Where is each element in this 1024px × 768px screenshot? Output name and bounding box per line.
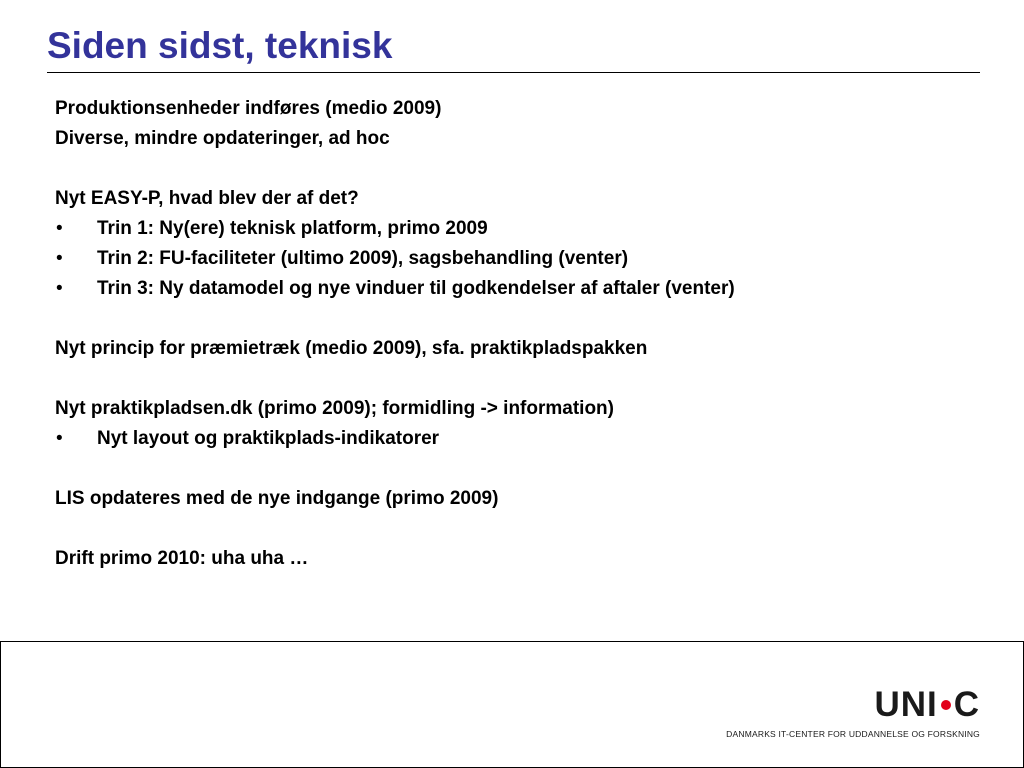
- bullet-item: [55, 214, 985, 244]
- bullet-text: Trin 2: FU-faciliteter (ultimo 2009), sagsbehandling (venter): [97, 248, 629, 269]
- spacer: [55, 454, 985, 484]
- uni-c-logo: [726, 687, 980, 739]
- text-line: Nyt princip for præmietræk (medio 2009), sfa. praktikpladspakken: [55, 338, 648, 359]
- logo-wordmark: [726, 687, 980, 723]
- text-line: Nyt EASY-P, hvad blev der af det?: [55, 188, 359, 209]
- spacer: [55, 514, 985, 544]
- text-line: Nyt praktikpladsen.dk (primo 2009); formidling -> information): [55, 398, 614, 419]
- text-line: LIS opdateres med de nye indgange (primo 2009): [55, 488, 499, 509]
- bullet-text: Trin 3: Ny datamodel og nye vinduer til godkendelser af aftaler (venter): [97, 278, 735, 299]
- spacer: [55, 154, 985, 184]
- logo-text-right: C: [953, 685, 980, 724]
- spacer: [55, 364, 985, 394]
- bullet-icon: •: [56, 248, 63, 269]
- slide-body: [55, 94, 985, 574]
- bullet-icon: •: [56, 278, 63, 299]
- text-line: Drift primo 2010: uha uha …: [55, 548, 309, 569]
- bullet-icon: •: [56, 218, 63, 239]
- logo-dot-icon: [941, 700, 951, 710]
- slide-title: Siden sidst, teknisk: [47, 25, 393, 66]
- bullet-icon: •: [56, 428, 63, 449]
- bullet-text: Trin 1: Ny(ere) teknisk platform, primo 2009: [97, 218, 488, 239]
- text-line: Diverse, mindre opdateringer, ad hoc: [55, 128, 390, 149]
- title-divider: [47, 72, 980, 73]
- bullet-text: Nyt layout og praktikplads-indikatorer: [97, 428, 440, 449]
- text-line: Produktionsenheder indføres (medio 2009): [55, 98, 442, 119]
- bullet-item: [55, 424, 985, 454]
- logo-text-left: UNI: [874, 685, 938, 724]
- bullet-item: [55, 274, 985, 304]
- spacer: [55, 304, 985, 334]
- bullet-item: [55, 244, 985, 274]
- logo-tagline: DANMARKS IT-CENTER FOR UDDANNELSE OG FORSKNING: [726, 729, 980, 739]
